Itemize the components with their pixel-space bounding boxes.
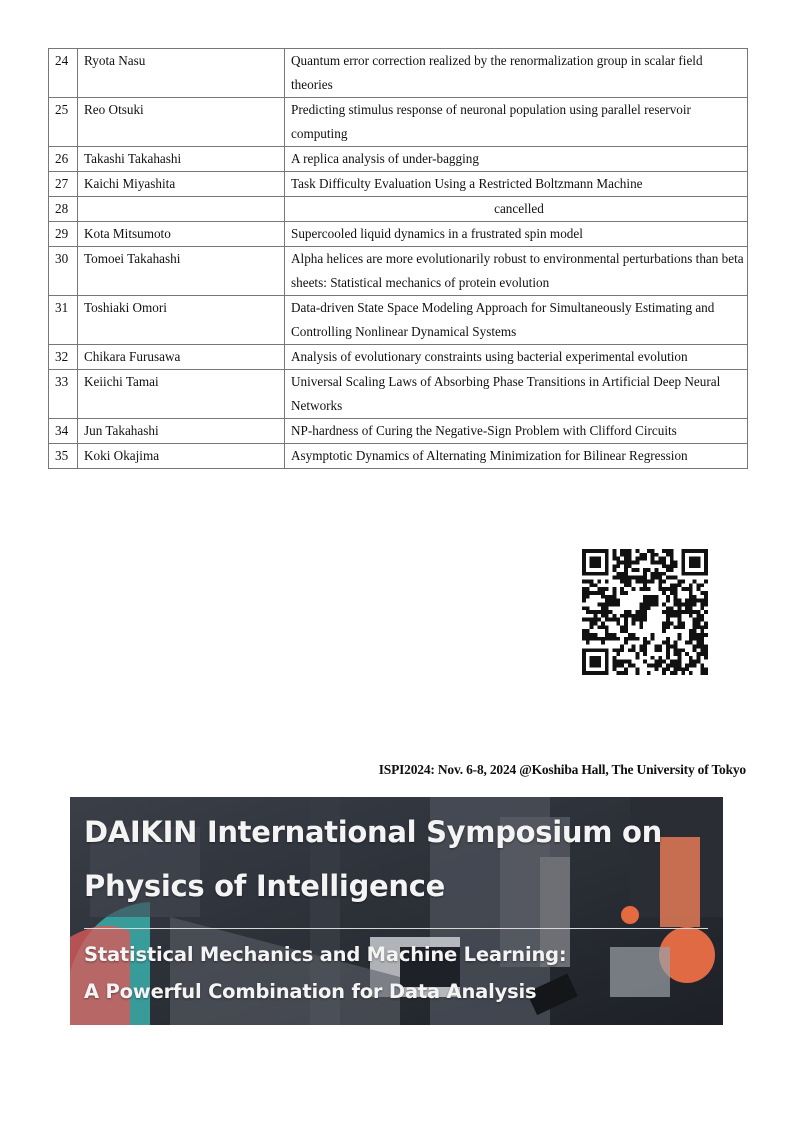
talk-title: Alpha helices are more evolutionarily robust to environmental perturbations than beta sheets: Statistical mechanics of protein evolution bbox=[285, 247, 748, 296]
speaker-name bbox=[78, 197, 285, 222]
talk-title: Universal Scaling Laws of Absorbing Phase Transitions in Artificial Deep Neural Networks bbox=[285, 370, 748, 419]
talk-title: A replica analysis of under-bagging bbox=[285, 147, 748, 172]
speaker-name: Jun Takahashi bbox=[78, 419, 285, 444]
talk-schedule-table bbox=[48, 48, 748, 469]
talk-number: 32 bbox=[49, 345, 78, 370]
speaker-name: Keiichi Tamai bbox=[78, 370, 285, 419]
talk-row bbox=[49, 197, 748, 222]
talk-number: 33 bbox=[49, 370, 78, 419]
talk-number: 31 bbox=[49, 296, 78, 345]
talk-title: Supercooled liquid dynamics in a frustrated spin model bbox=[285, 222, 748, 247]
talk-title: Quantum error correction realized by the renormalization group in scalar field theories bbox=[285, 49, 748, 98]
speaker-name: Chikara Furusawa bbox=[78, 345, 285, 370]
talk-number: 35 bbox=[49, 444, 78, 469]
speaker-name: Toshiaki Omori bbox=[78, 296, 285, 345]
talk-row bbox=[49, 370, 748, 419]
event-info-line: ISPI2024: Nov. 6-8, 2024 @Koshiba Hall, The University of Tokyo bbox=[378, 762, 746, 777]
talk-number: 29 bbox=[49, 222, 78, 247]
banner-divider bbox=[84, 928, 708, 929]
talk-number: 30 bbox=[49, 247, 78, 296]
talk-row bbox=[49, 247, 748, 296]
dinosaur-icon bbox=[628, 591, 662, 633]
talk-row bbox=[49, 147, 748, 172]
talk-title: Asymptotic Dynamics of Alternating Minimization for Bilinear Regression bbox=[285, 444, 748, 469]
talk-number: 34 bbox=[49, 419, 78, 444]
qr-code-icon bbox=[582, 549, 708, 675]
banner-subtitle-line2: A Powerful Combination for Data Analysis bbox=[84, 980, 537, 1003]
talk-number: 28 bbox=[49, 197, 78, 222]
speaker-name: Tomoei Takahashi bbox=[78, 247, 285, 296]
talk-row bbox=[49, 49, 748, 98]
talk-title: NP-hardness of Curing the Negative-Sign Problem with Clifford Circuits bbox=[285, 419, 748, 444]
talk-title: Analysis of evolutionary constraints using bacterial experimental evolution bbox=[285, 345, 748, 370]
talk-row bbox=[49, 172, 748, 197]
speaker-name: Koki Okajima bbox=[78, 444, 285, 469]
speaker-name: Ryota Nasu bbox=[78, 49, 285, 98]
symposium-banner bbox=[70, 797, 723, 1025]
speaker-name: Reo Otsuki bbox=[78, 98, 285, 147]
talk-number: 25 bbox=[49, 98, 78, 147]
cancelled-label: cancelled bbox=[285, 197, 748, 222]
speaker-name: Takashi Takahashi bbox=[78, 147, 285, 172]
talk-title: Task Difficulty Evaluation Using a Restricted Boltzmann Machine bbox=[285, 172, 748, 197]
talk-row bbox=[49, 296, 748, 345]
talk-row bbox=[49, 419, 748, 444]
banner-subtitle-line1: Statistical Mechanics and Machine Learning: bbox=[84, 943, 567, 966]
talk-title: Data-driven State Space Modeling Approach for Simultaneously Estimating and Controlling Nonlinear Dynamical Systems bbox=[285, 296, 748, 345]
talk-number: 26 bbox=[49, 147, 78, 172]
speaker-name: Kaichi Miyashita bbox=[78, 172, 285, 197]
talk-row bbox=[49, 345, 748, 370]
banner-title-line1: DAIKIN International Symposium on bbox=[84, 815, 662, 849]
talk-row bbox=[49, 222, 748, 247]
talk-number: 24 bbox=[49, 49, 78, 98]
talk-row bbox=[49, 444, 748, 469]
banner-title-line2: Physics of Intelligence bbox=[84, 869, 446, 903]
talk-row bbox=[49, 98, 748, 147]
talk-number: 27 bbox=[49, 172, 78, 197]
speaker-name: Kota Mitsumoto bbox=[78, 222, 285, 247]
talk-title: Predicting stimulus response of neuronal population using parallel reservoir computing bbox=[285, 98, 748, 147]
